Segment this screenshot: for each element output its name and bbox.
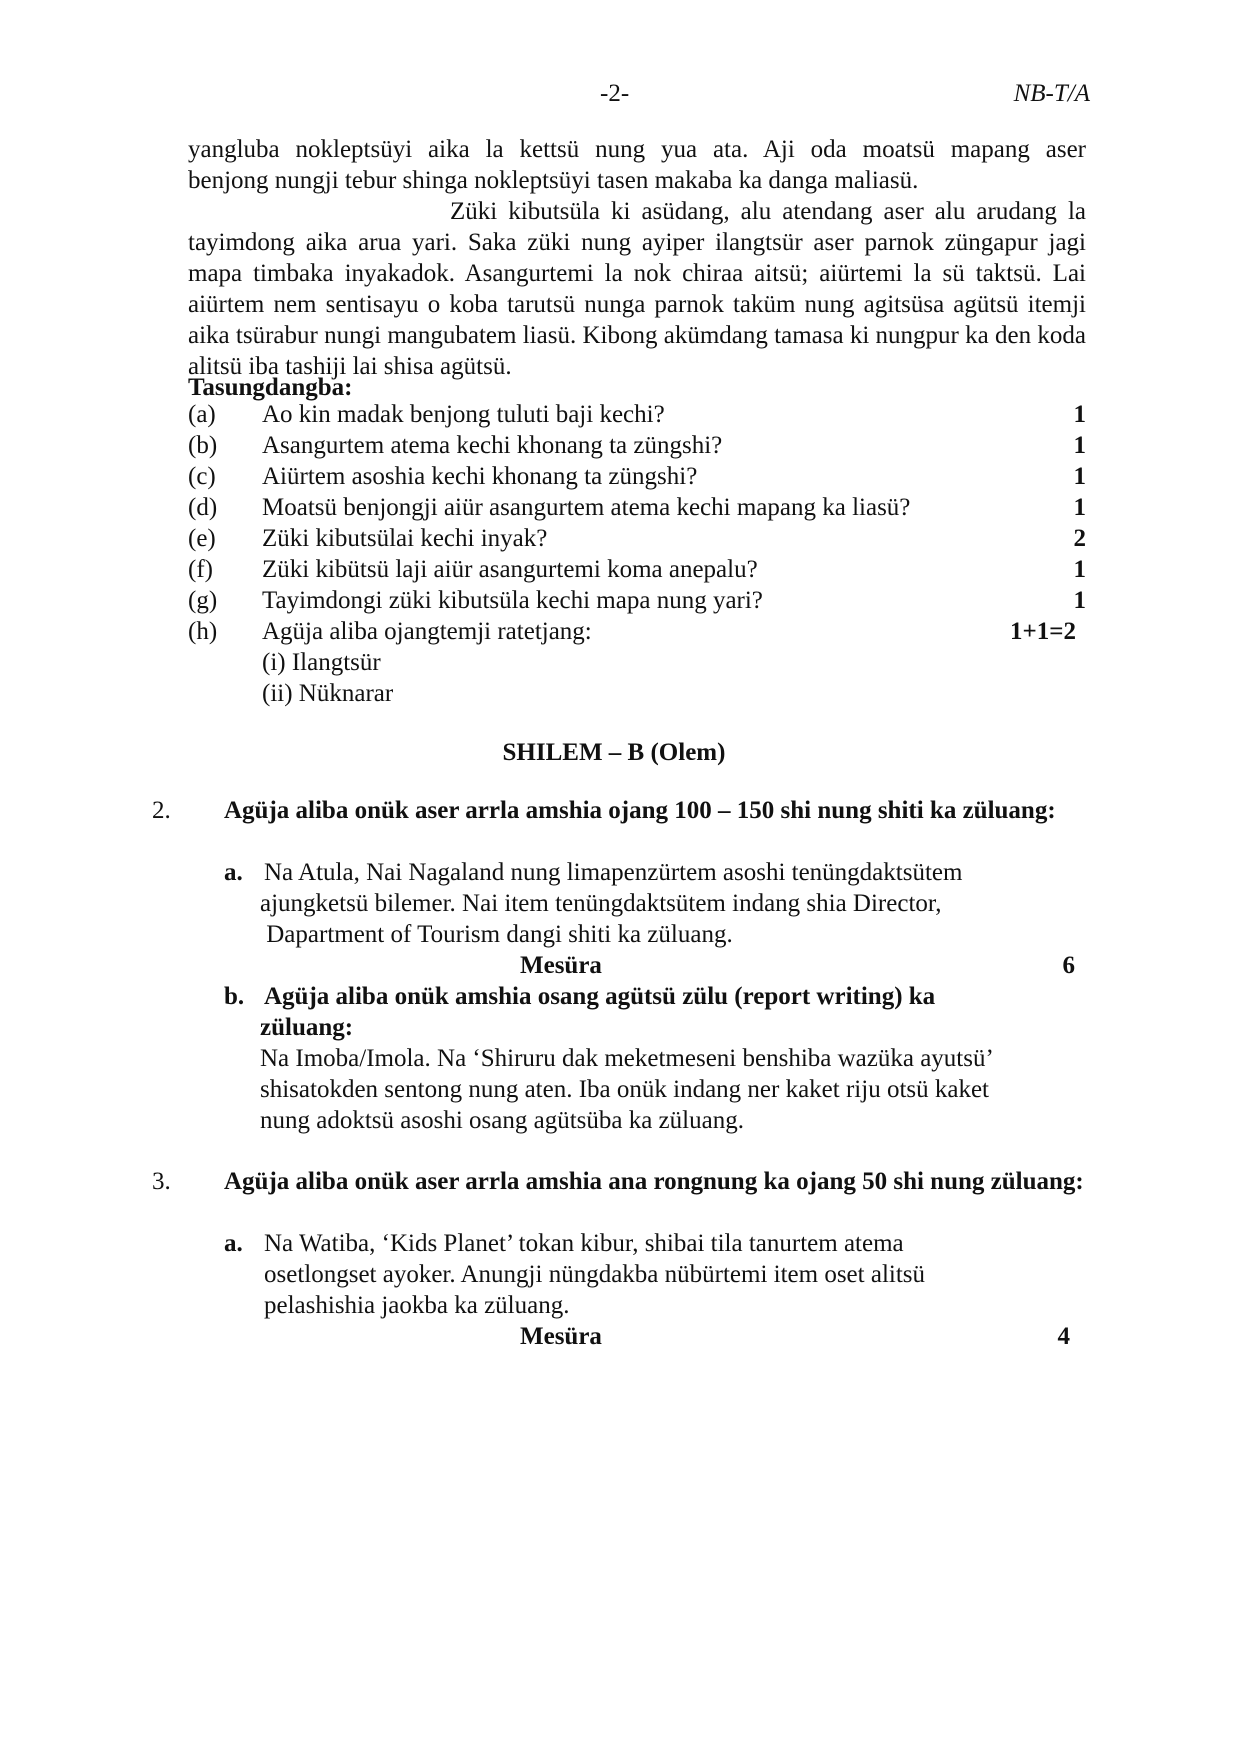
question-marks: 6 <box>1062 952 1075 979</box>
question-text: Asangurtem atema kechi khonang ta züngshi? <box>262 432 723 459</box>
question-item <box>188 554 1086 585</box>
question-marks: 1 <box>1073 401 1086 428</box>
option-text: Na Watiba, ‘Kids Planet’ tokan kibur, shibai tila tanurtem atema <box>264 1230 904 1257</box>
questions-heading: Tasungdangba: <box>188 374 353 401</box>
question-label: (d) <box>188 494 218 521</box>
question-label: (h) <box>188 618 218 645</box>
question-marks: 1 <box>1073 587 1086 614</box>
question-marks: 1 <box>1073 556 1086 583</box>
option-heading: Agüja aliba onük amshia osang agütsü zülu (report writing) ka <box>264 983 936 1010</box>
passage-paragraph-1 <box>188 134 1086 196</box>
question-marks: 2 <box>1073 525 1086 552</box>
option-text: nung adoktsü asoshi osang agütsüba ka züluang. <box>260 1107 744 1134</box>
or-label: Mesüra <box>520 1323 602 1350</box>
question-number: 2. <box>152 797 171 824</box>
question-marks: 1 <box>1073 463 1086 490</box>
question-item <box>188 461 1086 492</box>
question-heading: Agüja aliba onük aser arrla amshia ana rongnung ka ojang 50 shi nung züluang: <box>224 1168 1084 1195</box>
paper-code: NB-T/A <box>1013 80 1090 107</box>
question-label: (e) <box>188 525 216 552</box>
option-text: osetlongset ayoker. Anungji nüngdakba nübürtemi item oset alitsü <box>264 1261 926 1288</box>
question-text: Züki kibutsülai kechi inyak? <box>262 525 548 552</box>
option-heading: züluang: <box>260 1014 354 1041</box>
option-text: ajungketsü bilemer. Nai item tenüngdaktsütem indang shia Director, <box>260 890 942 917</box>
question-label: (g) <box>188 587 218 614</box>
question-text: Aiürtem asoshia kechi khonang ta züngshi? <box>262 463 698 490</box>
question-text: Moatsü benjongji aiür asangurtem atema kechi mapang ka liasü? <box>262 494 911 521</box>
question-marks: 1+1=2 <box>1010 618 1076 645</box>
option-text: shisatokden sentong nung aten. Iba onük indang ner kaket riju otsü kaket <box>260 1076 990 1103</box>
option-letter: a. <box>224 1230 243 1257</box>
option-letter: b. <box>224 983 245 1010</box>
question-marks: 1 <box>1073 494 1086 521</box>
question-label: (f) <box>188 556 213 583</box>
question-item <box>188 523 1086 554</box>
question-item <box>188 492 1086 523</box>
question-item <box>188 616 1086 647</box>
question-number: 3. <box>152 1168 171 1195</box>
passage-line: yangluba nokleptsüyi aika la kettsü nung yua ata. Aji oda moatsü mapang aser <box>188 136 1086 163</box>
option-text: Dapartment of Tourism dangi shiti ka züluang. <box>260 921 733 948</box>
sub-item: (i) Ilangtsür <box>262 649 381 676</box>
section-title: SHILEM – B (Olem) <box>502 739 726 766</box>
question-marks: 1 <box>1073 432 1086 459</box>
question-item <box>188 399 1086 430</box>
question-text: Ao kin madak benjong tuluti baji kechi? <box>262 401 665 428</box>
sub-item: (ii) Nüknarar <box>262 680 394 707</box>
passage-paragraph-2: Züki kibutsüla ki asüdang, alu atendang aser alu arudang la tayimdong aika arua yari. Saka züki nung ayiper ilangtsür aser parnok züngapur jagi mapa timbaka inyakadok. Asangurtemi la nok chiraa aitsü; aiürtemi la sü taktsü. Lai aiürtem nem sentisayu o koba tarutsü nunga parnok taküm nung agitsüsa agütsü itemji aika tsürabur nungi mangubatem liasü. Kibong akümdang tamasa ki nungpur ka den koda alitsü iba tashiji lai shisa agütsü. <box>188 198 1086 380</box>
question-label: (c) <box>188 463 216 490</box>
question-item <box>188 585 1086 616</box>
question-text: Agüja aliba ojangtemji ratetjang: <box>262 618 592 645</box>
option-text: pelashishia jaokba ka züluang. <box>264 1292 570 1319</box>
question-label: (b) <box>188 432 218 459</box>
page-number: -2- <box>600 80 630 107</box>
question-label: (a) <box>188 401 216 428</box>
option-letter: a. <box>224 859 243 886</box>
question-marks: 4 <box>1057 1323 1070 1350</box>
question-text: Züki kibütsü laji aiür asangurtemi koma anepalu? <box>262 556 758 583</box>
question-item <box>188 430 1086 461</box>
question-text: Tayimdongi züki kibutsüla kechi mapa nung yari? <box>262 587 763 614</box>
passage-line: benjong nungji tebur shinga nokleptsüyi tasen makaba ka danga maliasü. <box>188 167 919 194</box>
option-text: Na Atula, Nai Nagaland nung limapenzürtem asoshi tenüngdaktsütem <box>264 859 963 886</box>
question-heading: Agüja aliba onük aser arrla amshia ojang 100 – 150 shi nung shiti ka züluang: <box>224 797 1056 824</box>
or-label: Mesüra <box>520 952 602 979</box>
option-text: Na Imoba/Imola. Na ‘Shiruru dak meketmeseni benshiba wazüka ayutsü’ <box>260 1045 994 1072</box>
